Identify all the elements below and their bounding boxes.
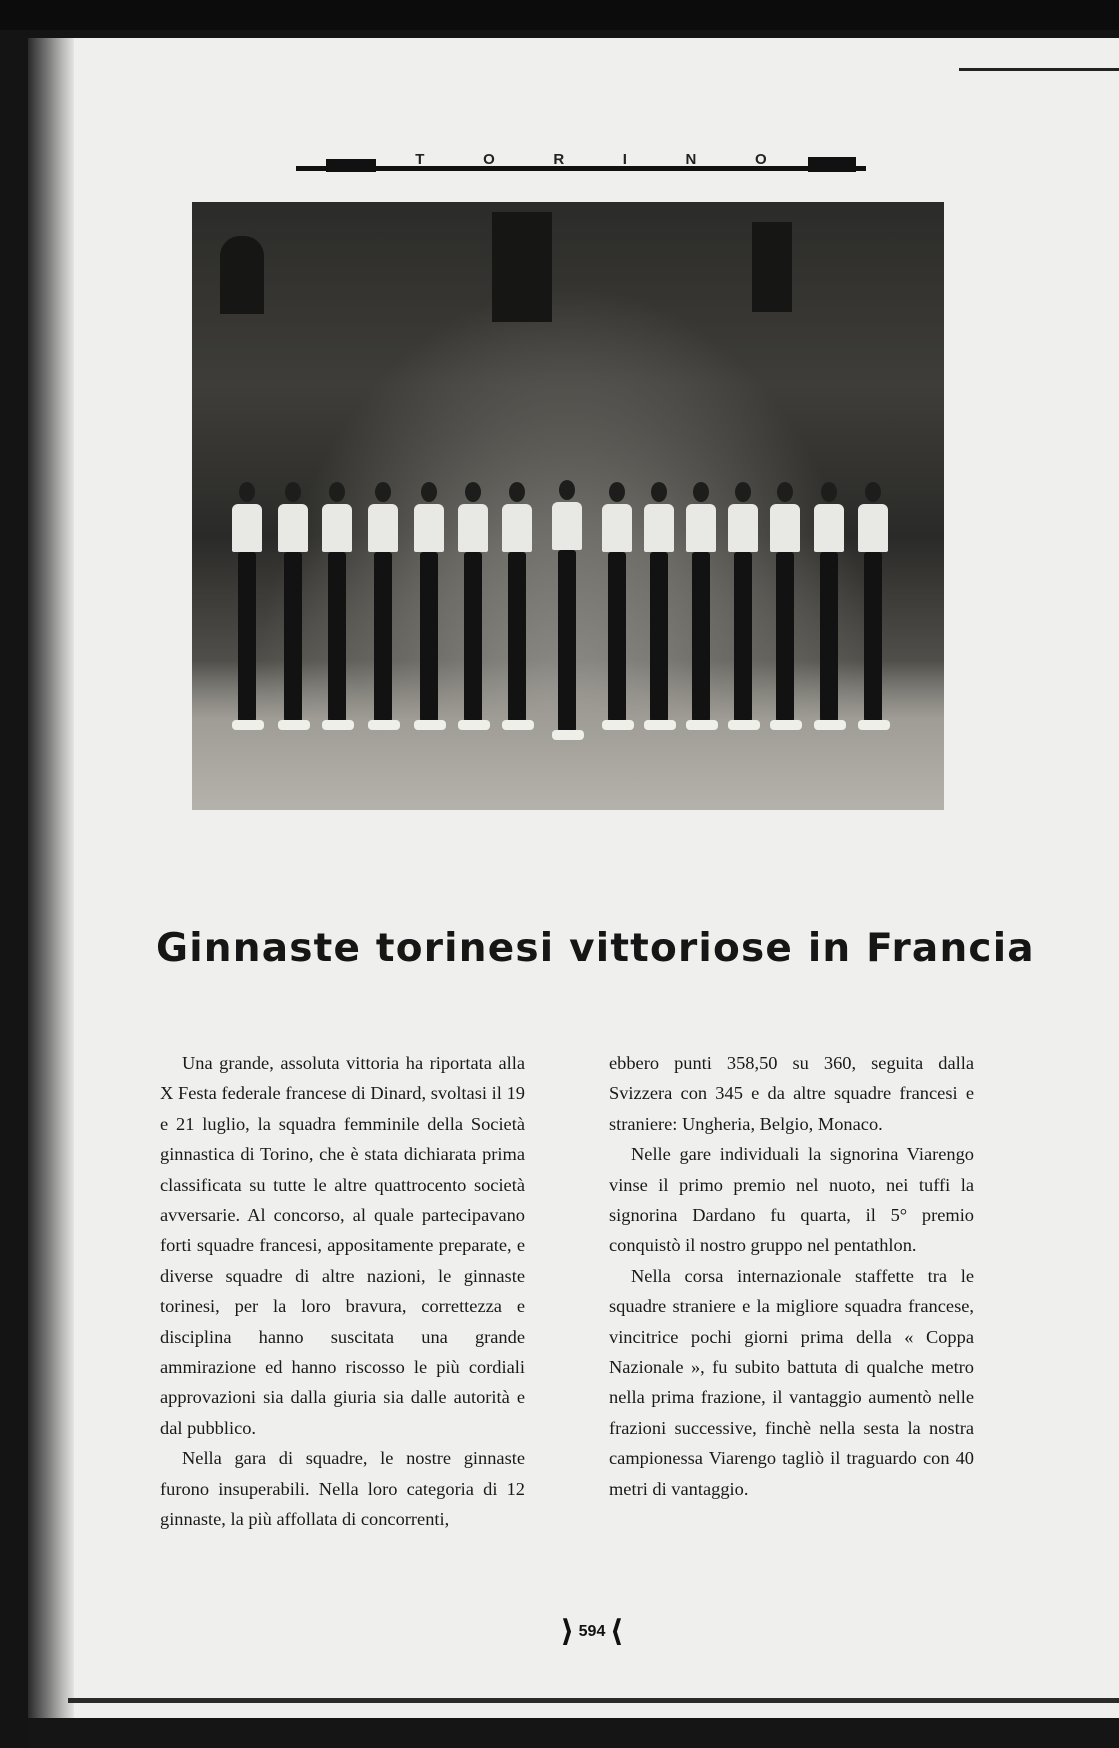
article-paragraph: Nella gara di squadre, le nostre ginnaste furono insuperabili. Nella loro categoria di 12 ginnaste, la più affollata di concorrenti, <box>160 1448 525 1530</box>
gymnast-figure <box>414 482 444 732</box>
gymnast-figure <box>368 482 398 732</box>
folio-ornament-right-icon: ⟨ <box>609 1615 624 1648</box>
gymnast-figure <box>644 482 674 732</box>
gymnasts-photograph <box>192 202 944 810</box>
article-paragraph: Nella corsa internazionale staffette tra le squadre straniere e la migliore squadra francese, vincitrice pochi giorni prima della « Coppa Nazionale », fu subito battuta di qualche metro nella prima frazione, il vantaggio aumentò nelle frazioni successive, finchè nella sesta la nostra campionessa Viarengo tagliò il traguardo con 40 metri di vantaggio. <box>609 1265 974 1499</box>
article-title: Ginnaste torinesi vittoriose in Francia <box>156 926 1035 971</box>
gymnast-figure <box>322 482 352 732</box>
photo-building-window <box>492 212 552 322</box>
gymnast-figure <box>814 482 844 732</box>
gymnast-figure <box>552 480 582 742</box>
running-head-letter: T <box>415 151 425 168</box>
running-head-letter: O <box>483 151 495 168</box>
gymnast-figure <box>458 482 488 732</box>
article-paragraph: ebbero punti 358,50 su 360, seguita dalla Svizzera con 345 e da altre squadre francesi e straniere: Ungheria, Belgio, Monaco. <box>609 1053 974 1134</box>
running-head-ornament-left <box>326 159 376 172</box>
bottom-scan-rule <box>68 1698 1119 1703</box>
page-number: 594 <box>578 1623 606 1641</box>
running-head-title <box>386 151 796 168</box>
article-column-right <box>609 1048 974 1504</box>
gymnast-figure <box>770 482 800 732</box>
article-column-left <box>160 1048 525 1535</box>
page-folio <box>542 1614 642 1650</box>
gymnast-figure <box>686 482 716 732</box>
running-head-letter: R <box>553 151 565 168</box>
article-paragraph: Una grande, assoluta vittoria ha riportata alla X Festa federale francese di Dinard, svoltasi il 19 e 21 luglio, la squadra femminile della Società ginnastica di Torino, che è stata dichiarata prima classificata su tutte le altre quattrocento società avversarie. Al concorso, al quale partecipavano forti squadre francesi, appositamente preparate, e diverse squadre di altre nazioni, le ginnaste torinesi, per la loro bravura, correttezza e disciplina hanno suscitata una grande ammirazione ed hanno riscosso le più cordiali approvazioni sia dalla giuria sia dalle autorità e dal pubblico. <box>160 1053 525 1438</box>
gymnast-figure <box>278 482 308 732</box>
gymnast-figure <box>502 482 532 732</box>
scan-notch <box>959 38 1119 71</box>
gymnast-figure <box>858 482 888 732</box>
folio-ornament-left-icon: ⟩ <box>560 1615 575 1648</box>
running-head-letter: I <box>622 151 627 168</box>
running-head-letter: O <box>754 151 767 168</box>
running-head-letter: N <box>685 151 697 168</box>
article-paragraph: Nelle gare individuali la signorina Viarengo vinse il primo premio nel nuoto, nei tuffi la signorina Dardano fu quarta, il 5° premio conquistò il nostro gruppo nel pentathlon. <box>609 1144 974 1256</box>
magazine-page <box>28 38 1119 1728</box>
scan-border-bottom <box>28 1718 1119 1748</box>
gymnast-figure <box>728 482 758 732</box>
gymnast-figure <box>232 482 262 732</box>
photo-building-window <box>220 236 264 314</box>
gymnast-figure <box>602 482 632 732</box>
scan-border-top <box>0 0 1119 30</box>
page-spine-shadow <box>28 38 74 1728</box>
running-head-banner <box>296 135 866 175</box>
running-head-ornament-right <box>808 157 856 172</box>
photo-building-window <box>752 222 792 312</box>
